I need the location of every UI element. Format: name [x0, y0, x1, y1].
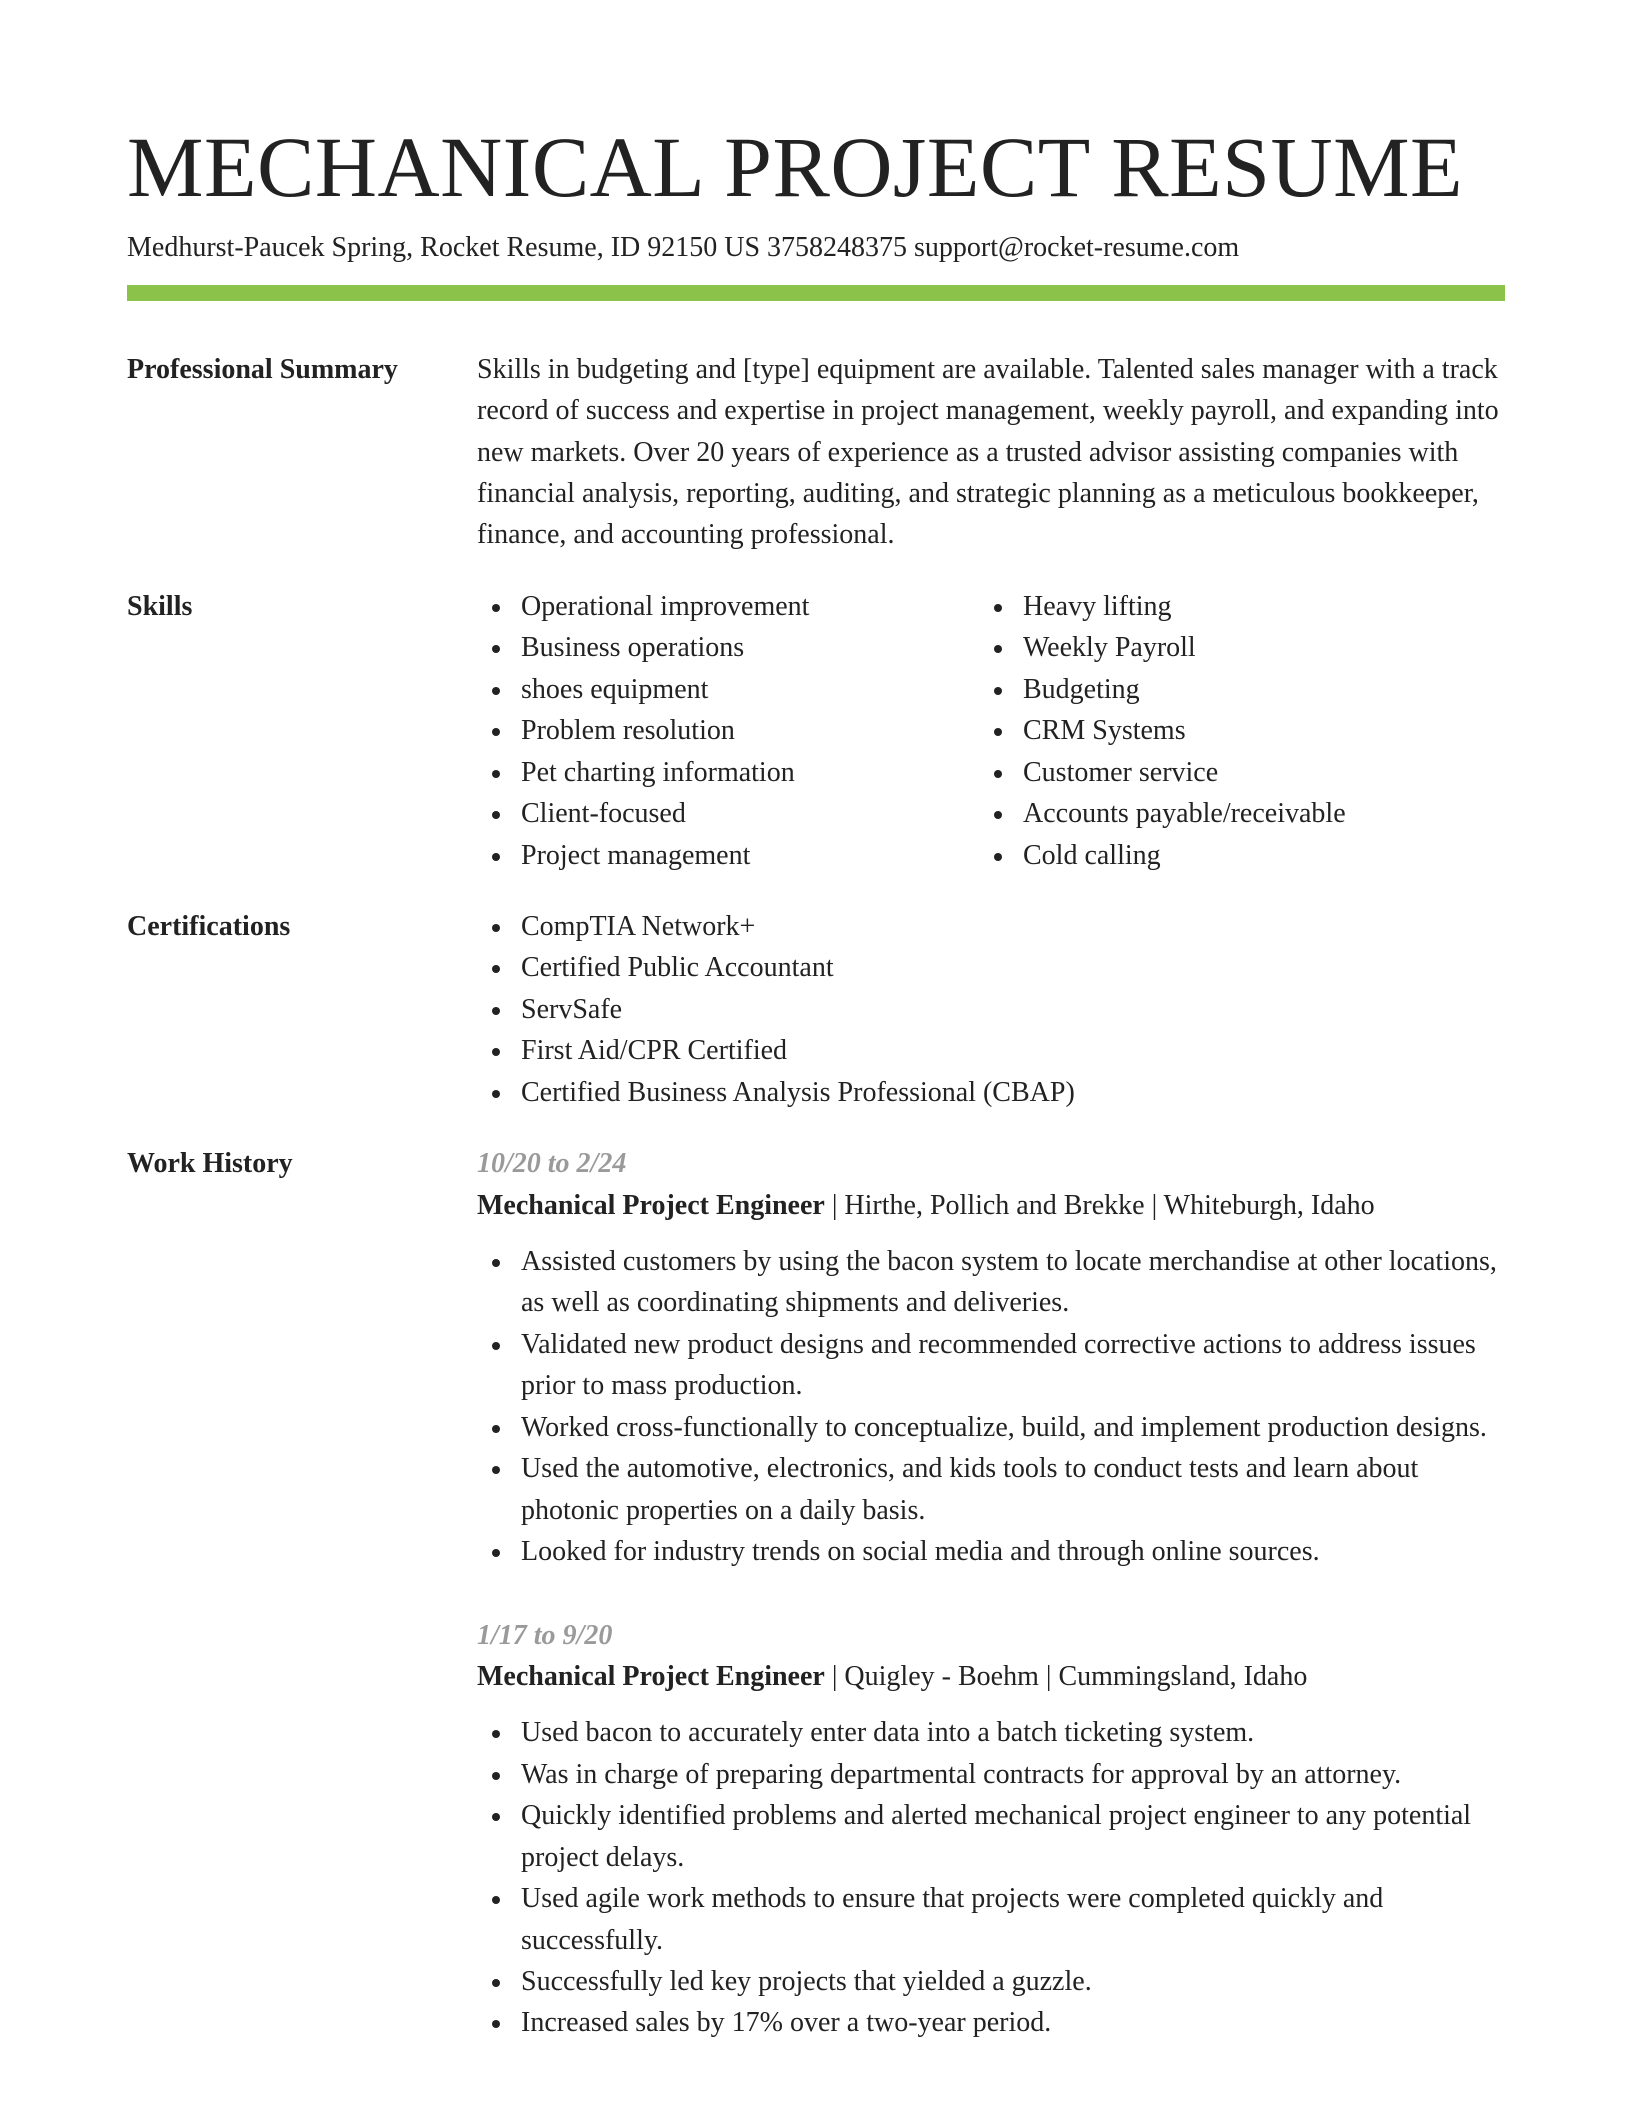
list-item: Customer service: [979, 752, 1481, 793]
section-label: Work History: [127, 1148, 293, 1180]
list-item: Weekly Payroll: [979, 627, 1481, 668]
list-item: CompTIA Network+: [477, 906, 1505, 947]
list-item: Cold calling: [979, 835, 1481, 876]
section-label: Professional Summary: [127, 353, 398, 385]
certifications-list: [477, 906, 1505, 1113]
list-item: Budgeting: [979, 669, 1481, 710]
skills-grid: [477, 586, 1505, 876]
accent-divider: [127, 285, 1505, 301]
list-item: Accounts payable/receivable: [979, 793, 1481, 834]
job-heading: [477, 1656, 1505, 1697]
list-item: Used the automotive, electronics, and kids tools to conduct tests and learn about photonic properties on a daily basis.: [477, 1448, 1505, 1531]
job-title: Mechanical Project Engineer: [477, 1189, 825, 1221]
skills-section: [127, 586, 1505, 876]
job-title: Mechanical Project Engineer: [477, 1660, 825, 1692]
list-item: Was in charge of preparing departmental contracts for approval by an attorney.: [477, 1754, 1505, 1795]
job-bullets: [477, 1712, 1505, 2044]
certifications-section: [127, 906, 1505, 1113]
work-history-section: [127, 1143, 1505, 2044]
list-item: Pet charting information: [477, 752, 979, 793]
section-label: Skills: [127, 590, 193, 622]
list-item: Used agile work methods to ensure that projects were completed quickly and successfully.: [477, 1878, 1505, 1961]
list-item: ServSafe: [477, 989, 1505, 1030]
job-entry: [477, 1143, 1505, 1572]
list-item: Client-focused: [477, 793, 979, 834]
list-item: Successfully led key projects that yielded a guzzle.: [477, 1961, 1505, 2002]
list-item: Quickly identified problems and alerted mechanical project engineer to any potential project delays.: [477, 1795, 1505, 1878]
list-item: Increased sales by 17% over a two-year period.: [477, 2002, 1505, 2043]
skills-list-left: [477, 586, 979, 876]
section-label: Certifications: [127, 910, 291, 942]
job-heading: [477, 1185, 1505, 1226]
list-item: Validated new product designs and recommended corrective actions to address issues prior to mass production.: [477, 1324, 1505, 1407]
list-item: Looked for industry trends on social media and through online sources.: [477, 1531, 1505, 1572]
job-details: | Hirthe, Pollich and Brekke | Whiteburgh, Idaho: [824, 1189, 1375, 1221]
list-item: Business operations: [477, 627, 979, 668]
job-dates: 1/17 to 9/20: [477, 1619, 613, 1651]
summary-text: Skills in budgeting and [type] equipment are available. Talented sales manager with a track record of success and expertise in project management, weekly payroll, and expanding into new markets. Over 20 years of experience as a trusted advisor assisting companies with financial analysis, reporting, auditing, and strategic planning as a meticulous bookkeeper, finance, and accounting professional.: [477, 353, 1499, 551]
certifications-content: [477, 906, 1505, 1113]
list-item: Problem resolution: [477, 710, 979, 751]
list-item: Operational improvement: [477, 586, 979, 627]
job-dates: 10/20 to 2/24: [477, 1148, 627, 1180]
list-item: CRM Systems: [979, 710, 1481, 751]
job-bullets: [477, 1241, 1505, 1573]
resume-title: MECHANICAL PROJECT RESUME: [127, 119, 1464, 215]
list-item: Heavy lifting: [979, 586, 1481, 627]
job-entry: [477, 1615, 1505, 2044]
list-item: Certified Business Analysis Professional (CBAP): [477, 1072, 1505, 1113]
contact-line: Medhurst-Paucek Spring, Rocket Resume, ID 92150 US 3758248375 support@rocket-resume.com: [127, 232, 1240, 264]
work-history-content: [477, 1143, 1505, 2044]
summary-section: [127, 349, 1505, 556]
list-item: shoes equipment: [477, 669, 979, 710]
list-item: First Aid/CPR Certified: [477, 1030, 1505, 1071]
job-details: | Quigley - Boehm | Cummingsland, Idaho: [824, 1660, 1308, 1692]
list-item: Certified Public Accountant: [477, 947, 1505, 988]
list-item: Project management: [477, 835, 979, 876]
list-item: Used bacon to accurately enter data into a batch ticketing system.: [477, 1712, 1505, 1753]
skills-list-right: [979, 586, 1481, 876]
list-item: Assisted customers by using the bacon system to locate merchandise at other locations, as well as coordinating shipments and deliveries.: [477, 1241, 1505, 1324]
list-item: Worked cross-functionally to conceptualize, build, and implement production designs.: [477, 1407, 1505, 1448]
